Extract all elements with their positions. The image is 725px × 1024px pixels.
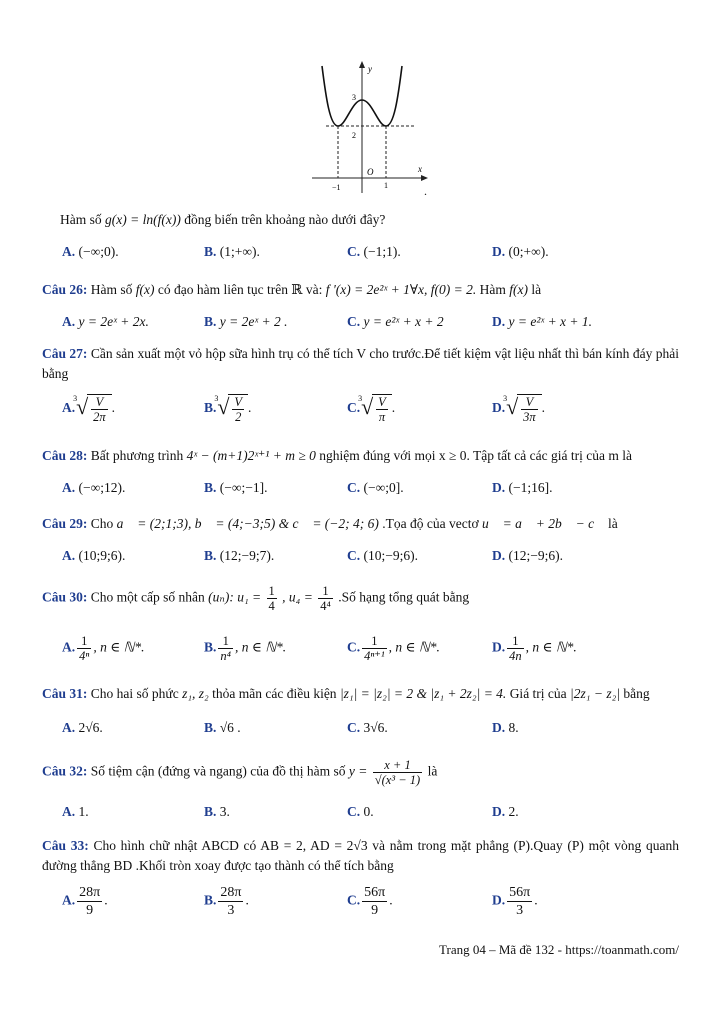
q27-option-c[interactable]: C. √ 3 $\frac{V}{\pi}$ .	[347, 394, 395, 424]
origin-label: O	[367, 167, 374, 177]
q30-option-c[interactable]: C. $\frac{1}{\text{4ⁿ⁺¹}}$ , n ∈ ℕ*.	[347, 634, 440, 663]
intro-option-b[interactable]: B. (1;+∞).	[204, 244, 260, 259]
q28-option-d[interactable]: D. (−1;16].	[492, 480, 553, 495]
q32-option-a[interactable]: A. 1.	[62, 804, 89, 819]
q29-option-a[interactable]: A. (10;9;6).	[62, 548, 126, 563]
graph-dot: .	[424, 184, 427, 198]
q33-option-a[interactable]: A. $\frac{28\pi}{9}$ .	[62, 885, 108, 918]
q33-option-d[interactable]: D. $\frac{56\pi}{3}$ .	[492, 885, 538, 918]
q27-option-a[interactable]: A. √ 3 $\frac{V}{2\pi}$ .	[62, 394, 115, 424]
q26-options	[62, 314, 685, 338]
q33-option-b[interactable]: B. $\frac{28\pi}{3}$ .	[204, 885, 249, 918]
q30-option-b[interactable]: B. $\frac{1}{\text{n⁴}}$ , n ∈ ℕ*.	[204, 634, 287, 663]
q26-option-d[interactable]: D. y = e²ˣ + x + 1.	[492, 314, 593, 329]
y-label: y	[368, 64, 372, 74]
q32-option-b[interactable]: B. 3.	[204, 804, 230, 819]
tick-x-1: 1	[384, 181, 388, 190]
q28-options	[62, 480, 685, 504]
intro-option-c[interactable]: C. (−1;1).	[347, 244, 401, 259]
q32-options	[62, 804, 685, 828]
q27-options	[62, 394, 685, 434]
tick-y-2: 2	[352, 131, 356, 140]
q31-option-b[interactable]: B. √6 .	[204, 720, 241, 735]
q27-stem: Câu 27: Cần sản xuất một vỏ hộp sữa hình trụ có thể tích V cho trước.Để tiết kiệm vật liệu nhất thì bán kính đáy phải bằng	[42, 346, 679, 381]
q28-option-c[interactable]: C. (−∞;0].	[347, 480, 404, 495]
q26-option-b[interactable]: B. y = 2eˣ + 2 .	[204, 314, 288, 329]
q29-option-c[interactable]: C. (10;−9;6).	[347, 548, 418, 563]
tick-x-neg1: −1	[332, 183, 341, 192]
q26-option-a[interactable]: A. y = 2eˣ + 2x.	[62, 314, 149, 329]
intro-question: Hàm số g(x) = ln(f(x)) đồng biến trên khoảng nào dưới đây?	[60, 212, 386, 227]
q26-option-c[interactable]: C. y = e²ˣ + x + 2	[347, 314, 444, 329]
y-axis-arrow-icon	[359, 61, 365, 68]
q29-options	[62, 548, 685, 572]
q33-options	[62, 884, 685, 924]
q27-option-b[interactable]: B. √ 3 $\frac{V}{2}$ .	[204, 394, 251, 424]
q31-stem: Câu 31: Cho hai số phức z₁, z₂ thỏa mãn các điều kiện |z₁| = |z₂| = 2 & |z₁ + 2z₂| = 4. Giá trị của |2z₁ − z₂| bằng	[42, 686, 650, 701]
intro-option-a[interactable]: A. (−∞;0).	[62, 244, 119, 259]
q32-option-c[interactable]: C. 0.	[347, 804, 374, 819]
q32-stem: Câu 32: Số tiệm cận (đứng và ngang) của đồ thị hàm số y = $\frac{x + 1}{\text{√(x³ − 1)}}$ là	[42, 758, 438, 787]
q33-stem: Câu 33: Cho hình chữ nhật ABCD có AB = 2, AD = 2√3 và nằm trong mặt phẳng (P).Quay (P) một vòng quanh đường thẳng BD .Khối tròn xoay được tạo thành có thể tích bằng	[42, 838, 679, 873]
q33-option-c[interactable]: C. $\frac{56\pi}{9}$ .	[347, 885, 393, 918]
q29-stem: Câu 29: Cho a⃗ = (2;1;3), b⃗ = (4;−3;5) & c⃗ = (−2; 4; 6) .Tọa độ của vectơ u⃗ = a⃗ + 2b⃗ − c⃗ là	[42, 516, 618, 531]
intro-options	[62, 244, 685, 268]
intro-option-d[interactable]: D. (0;+∞).	[492, 244, 549, 259]
q31-options	[62, 720, 685, 744]
q30-options	[62, 634, 685, 670]
tick-y-3: 3	[352, 93, 356, 102]
intro-function: g(x) = ln(f(x))	[105, 212, 181, 227]
q31-option-a[interactable]: A. 2√6.	[62, 720, 103, 735]
q30-option-d[interactable]: D. $\frac{1}{4n}$ , n ∈ ℕ*.	[492, 634, 577, 663]
q31-option-d[interactable]: D. 8.	[492, 720, 519, 735]
page-footer: Trang 04 – Mã đề 132 - https://toanmath.com/	[439, 942, 679, 957]
q29-option-b[interactable]: B. (12;−9;7).	[204, 548, 275, 563]
q30-stem: Câu 30: Cho một cấp số nhân (uₙ): u₁ = $\frac{1}{4}$ , u₄ = $\frac{1}{\text{4⁴}}$ .Số hạng tổng quát bằng	[42, 584, 470, 613]
q27-option-d[interactable]: D. √ 3 $\frac{V}{3\pi}$ .	[492, 394, 545, 424]
x-axis-arrow-icon	[421, 175, 428, 181]
q29-option-d[interactable]: D. (12;−9;6).	[492, 548, 563, 563]
q31-option-c[interactable]: C. 3√6.	[347, 720, 388, 735]
x-label: x	[418, 164, 422, 174]
q32-option-d[interactable]: D. 2.	[492, 804, 519, 819]
q28-option-b[interactable]: B. (−∞;−1].	[204, 480, 268, 495]
q30-option-a[interactable]: A. $\frac{1}{\text{4ⁿ}}$ , n ∈ ℕ*.	[62, 634, 145, 663]
function-graph	[312, 58, 432, 198]
q28-stem: Câu 28: Bất phương trình 4ˣ − (m+1)2ˣ⁺¹ + m ≥ 0 nghiệm đúng với mọi x ≥ 0. Tập tất cả các giá trị của m là	[42, 448, 632, 463]
q28-option-a[interactable]: A. (−∞;12).	[62, 480, 126, 495]
q26-stem: Câu 26: Hàm số f(x) có đạo hàm liên tục trên ℝ và: f '(x) = 2e²ˣ + 1∀x, f(0) = 2. Hàm f(x) là	[42, 282, 542, 297]
